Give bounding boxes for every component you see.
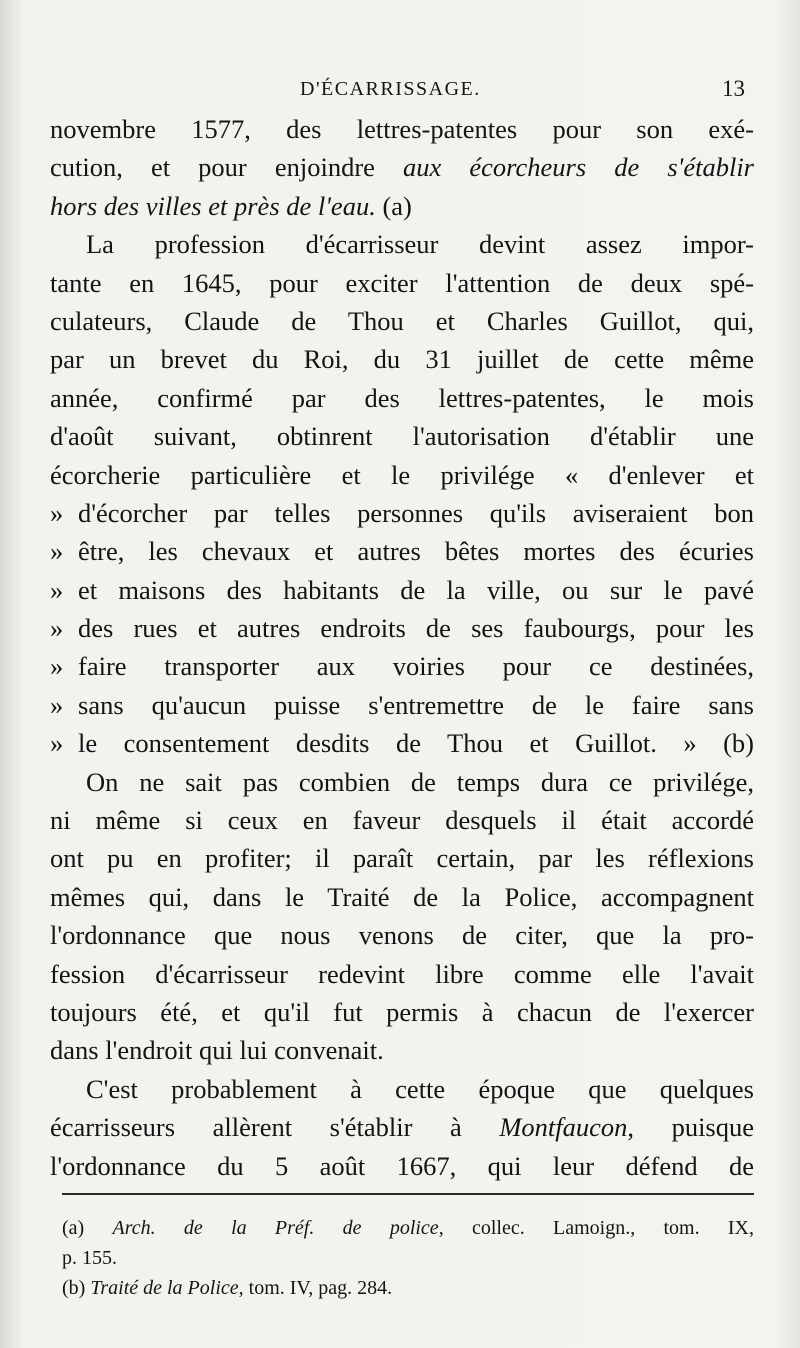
line-text: année, confirmé par des lettres-patentes, le mois xyxy=(50,382,754,413)
line-text: d'août suivant, obtinrent l'autorisation d'établir une xyxy=(50,421,754,452)
text-line xyxy=(50,571,754,609)
line-text: dans l'endroit qui lui convenait. xyxy=(50,1035,384,1066)
text-line xyxy=(50,609,754,647)
line-text: être, les chevaux et autres bêtes mortes des écuries xyxy=(78,536,754,567)
line-text: le consentement desdits de Thou et Guillot. » (b) xyxy=(78,728,754,759)
text-line xyxy=(50,839,754,877)
line-text: novembre 1577, des lettres-patentes pour son exé- xyxy=(50,114,754,144)
text-line xyxy=(50,955,754,993)
text-line xyxy=(50,110,754,148)
text-line xyxy=(50,801,754,839)
line-text: par un brevet du Roi, du 31 juillet de cette même xyxy=(50,344,754,375)
footnote-text: (b) xyxy=(62,1277,91,1299)
line-text: C'est probablement à cette époque que quelques xyxy=(86,1073,754,1104)
text-line xyxy=(50,763,754,801)
text-line xyxy=(50,724,754,762)
line-text: ni même si ceux en faveur desquels il était accordé xyxy=(50,805,754,836)
line-text: culateurs, Claude de Thou et Charles Guillot, qui, xyxy=(50,305,754,336)
footnote-rule xyxy=(62,1193,754,1195)
line-text: mêmes qui, dans le Traité de la Police, accompagnent xyxy=(50,881,754,912)
line-text: fession d'écarrisseur redevint libre comme elle l'avait xyxy=(50,958,754,989)
footnote-line xyxy=(62,1273,754,1303)
line-text: des rues et autres endroits de ses faubourgs, pour les xyxy=(78,613,754,644)
text-line xyxy=(50,1031,754,1069)
text-line xyxy=(50,302,754,340)
footnote-text: , tom. IV, pag. 284. xyxy=(238,1277,393,1299)
italic-text: Montfaucon xyxy=(499,1112,628,1143)
page-header xyxy=(0,74,800,108)
text-line xyxy=(50,456,754,494)
line-text: l'ordonnance que nous venons de citer, que la pro- xyxy=(50,920,754,951)
line-text: toujours été, et qu'il fut permis à chacun de l'exercer xyxy=(50,996,754,1027)
body-text xyxy=(50,110,754,1185)
text-line xyxy=(50,993,754,1031)
text-line xyxy=(50,417,754,455)
footnote-text: , collec. Lamoign., tom. IX, xyxy=(438,1217,755,1239)
text-line xyxy=(50,148,754,186)
text-line xyxy=(50,264,754,302)
italic-text: hors des villes et près de l'eau. xyxy=(50,190,376,221)
quote-mark: » xyxy=(50,497,64,528)
quote-mark: » xyxy=(50,651,64,682)
line-text: (a) xyxy=(375,190,412,221)
text-line xyxy=(50,379,754,417)
line-text: , puisque xyxy=(627,1112,754,1143)
running-title: D'ÉCARRISSAGE. xyxy=(300,78,481,100)
quote-mark: » xyxy=(50,536,64,567)
line-text: cution, et pour enjoindre xyxy=(50,152,404,183)
line-text: On ne sait pas combien de temps dura ce privilége, xyxy=(86,766,754,797)
text-line xyxy=(50,1070,754,1108)
text-line xyxy=(50,1147,754,1185)
line-text: La profession d'écarrisseur devint assez impor- xyxy=(86,229,754,260)
text-line xyxy=(50,1108,754,1146)
text-line xyxy=(50,494,754,532)
text-line xyxy=(50,532,754,570)
footnote-italic: Arch. de la Préf. de police xyxy=(112,1217,439,1239)
footnote-text: p. 155. xyxy=(62,1247,117,1269)
text-line xyxy=(50,187,754,225)
line-text: écarrisseurs allèrent s'établir à xyxy=(50,1112,500,1143)
line-text: et maisons des habitants de la ville, ou sur le pavé xyxy=(78,574,754,605)
footnote-line xyxy=(62,1243,754,1273)
page-number: 13 xyxy=(722,76,745,101)
italic-text: aux écorcheurs de s'établir xyxy=(403,152,754,183)
quote-mark: » xyxy=(50,613,64,644)
line-text: écorcherie particulière et le privilége « d'enlever et xyxy=(50,459,754,490)
line-text: l'ordonnance du 5 août 1667, qui leur défend de xyxy=(50,1150,754,1181)
text-line xyxy=(50,225,754,263)
line-text: ont pu en profiter; il paraît certain, par les réflexions xyxy=(50,843,754,874)
quote-mark: » xyxy=(50,689,64,720)
quote-mark: » xyxy=(50,728,64,759)
text-line xyxy=(50,878,754,916)
text-line xyxy=(50,340,754,378)
footnote-italic: Traité de la Police xyxy=(90,1277,239,1299)
footnote-text: (a) xyxy=(62,1217,113,1239)
line-text: d'écorcher par telles personnes qu'ils aviseraient bon xyxy=(78,497,754,528)
line-text: tante en 1645, pour exciter l'attention de deux spé- xyxy=(50,267,754,298)
text-line xyxy=(50,647,754,685)
text-line xyxy=(50,686,754,724)
footnotes xyxy=(62,1213,754,1303)
quote-mark: » xyxy=(50,574,64,605)
text-line xyxy=(50,916,754,954)
line-text: sans qu'aucun puisse s'entremettre de le faire sans xyxy=(78,689,754,720)
footnote-line xyxy=(62,1213,754,1243)
line-text: faire transporter aux voiries pour ce destinées, xyxy=(78,651,754,682)
